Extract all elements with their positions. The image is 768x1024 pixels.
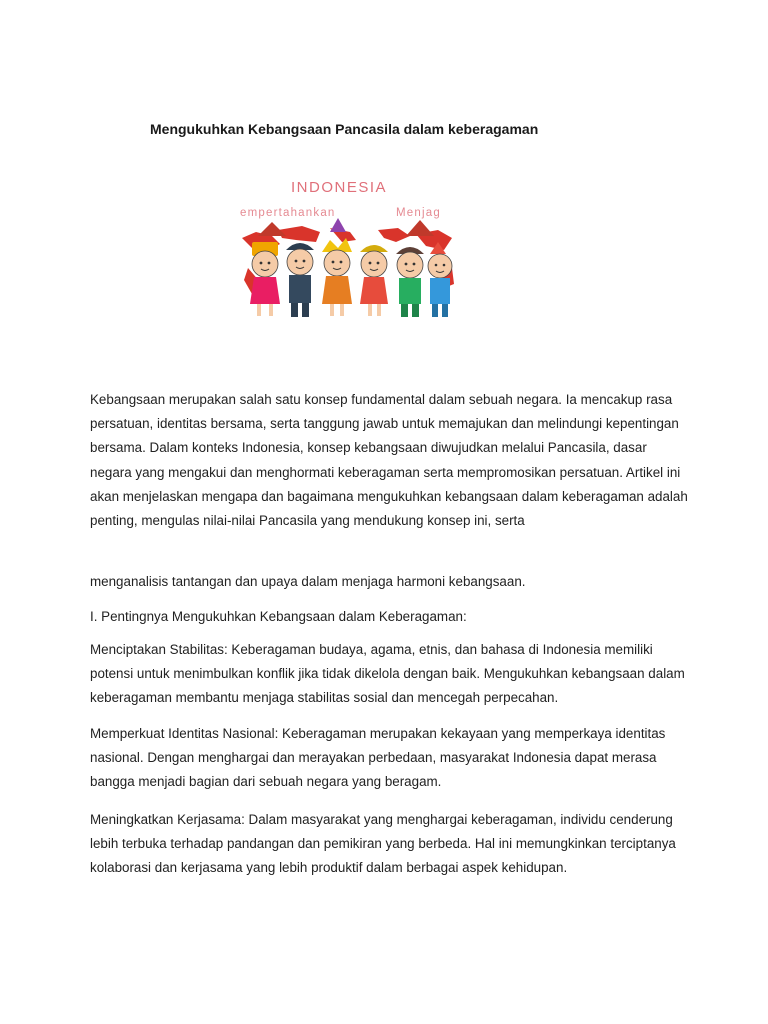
paragraph-text: Meningkatkan Kerjasama: Dalam masyarakat yang menghargai keberagaman, individu cenderung lebih terbuka terhadap pandangan dan pemikiran yang berbeda. Hal ini memungkinkan terciptanya kolaborasi dan kerjasama yang lebih produktif dalam berbagai aspek kehidupan. <box>90 812 676 876</box>
paragraph-text: Kebangsaan merupakan salah satu konsep fundamental dalam sebuah negara. Ia mencakup rasa persatuan, identitas bersama, serta tanggung jawab untuk memajukan dan melindungi kepentingan bersama. Dalam konteks Indonesia, konsep kebangsaan diwujudkan melalui Pancasila, dasar negara yang mengakui dan menghormati keberagaman serta mempromosikan persatuan. Artikel ini akan menjelaskan mengapa dan bagaimana mengukuhkan kebangsaan dalam keberagaman adalah penting, mengulas nilai-nilai Pancasila yang mendukung konsep ini, serta <box>90 392 688 529</box>
child-figure <box>396 247 424 317</box>
image-subtitle-right: Menjag <box>396 207 441 219</box>
child-figure <box>360 245 388 316</box>
paragraph-text: Menciptakan Stabilitas: Keberagaman budaya, agama, etnis, dan bahasa di Indonesia memiliki potensi untuk menimbulkan konflik jika tidak dikelola dengan baik. Mengukuhkan kebangsaan dalam keberagaman membantu menjaga stabilitas sosial dan mencegah perpecahan. <box>90 642 685 706</box>
child-figure <box>428 242 452 317</box>
island-shape <box>278 226 320 242</box>
house-roof <box>330 218 346 232</box>
paragraph-identitas <box>90 722 690 795</box>
child-figure <box>286 243 314 317</box>
paragraph-text: Memperkuat Identitas Nasional: Keberagaman merupakan kekayaan yang memperkaya identitas nasional. Dengan menghargai dan merayakan perbedaan, masyarakat Indonesia dapat merasa bangga menjadi bagian dari sebuah negara yang beragam. <box>90 726 666 790</box>
house-roof <box>258 222 286 236</box>
document-title: Mengukuhkan Kebangsaan Pancasila dalam keberagaman <box>150 121 539 137</box>
paragraph-kerjasama <box>90 808 690 881</box>
image-subtitle-left: empertahankan <box>240 207 336 219</box>
island-shape <box>378 228 410 242</box>
children-holding-hands-image <box>238 172 458 324</box>
paragraph-text: I. Pentingnya Mengukuhkan Kebangsaan dalam Keberagaman: <box>90 609 467 624</box>
paragraph-text: menganalisis tantangan dan upaya dalam menjaga harmoni kebangsaan. <box>90 574 526 589</box>
child-figure <box>322 238 352 316</box>
indonesia-illustration <box>238 172 458 324</box>
paragraph-continuation <box>90 570 690 594</box>
section-heading <box>90 605 690 629</box>
house-roof <box>406 220 434 236</box>
paragraph-intro <box>90 388 690 533</box>
child-figure <box>250 242 280 316</box>
image-title-text: INDONESIA <box>291 179 388 196</box>
paragraph-stabilitas <box>90 638 690 711</box>
